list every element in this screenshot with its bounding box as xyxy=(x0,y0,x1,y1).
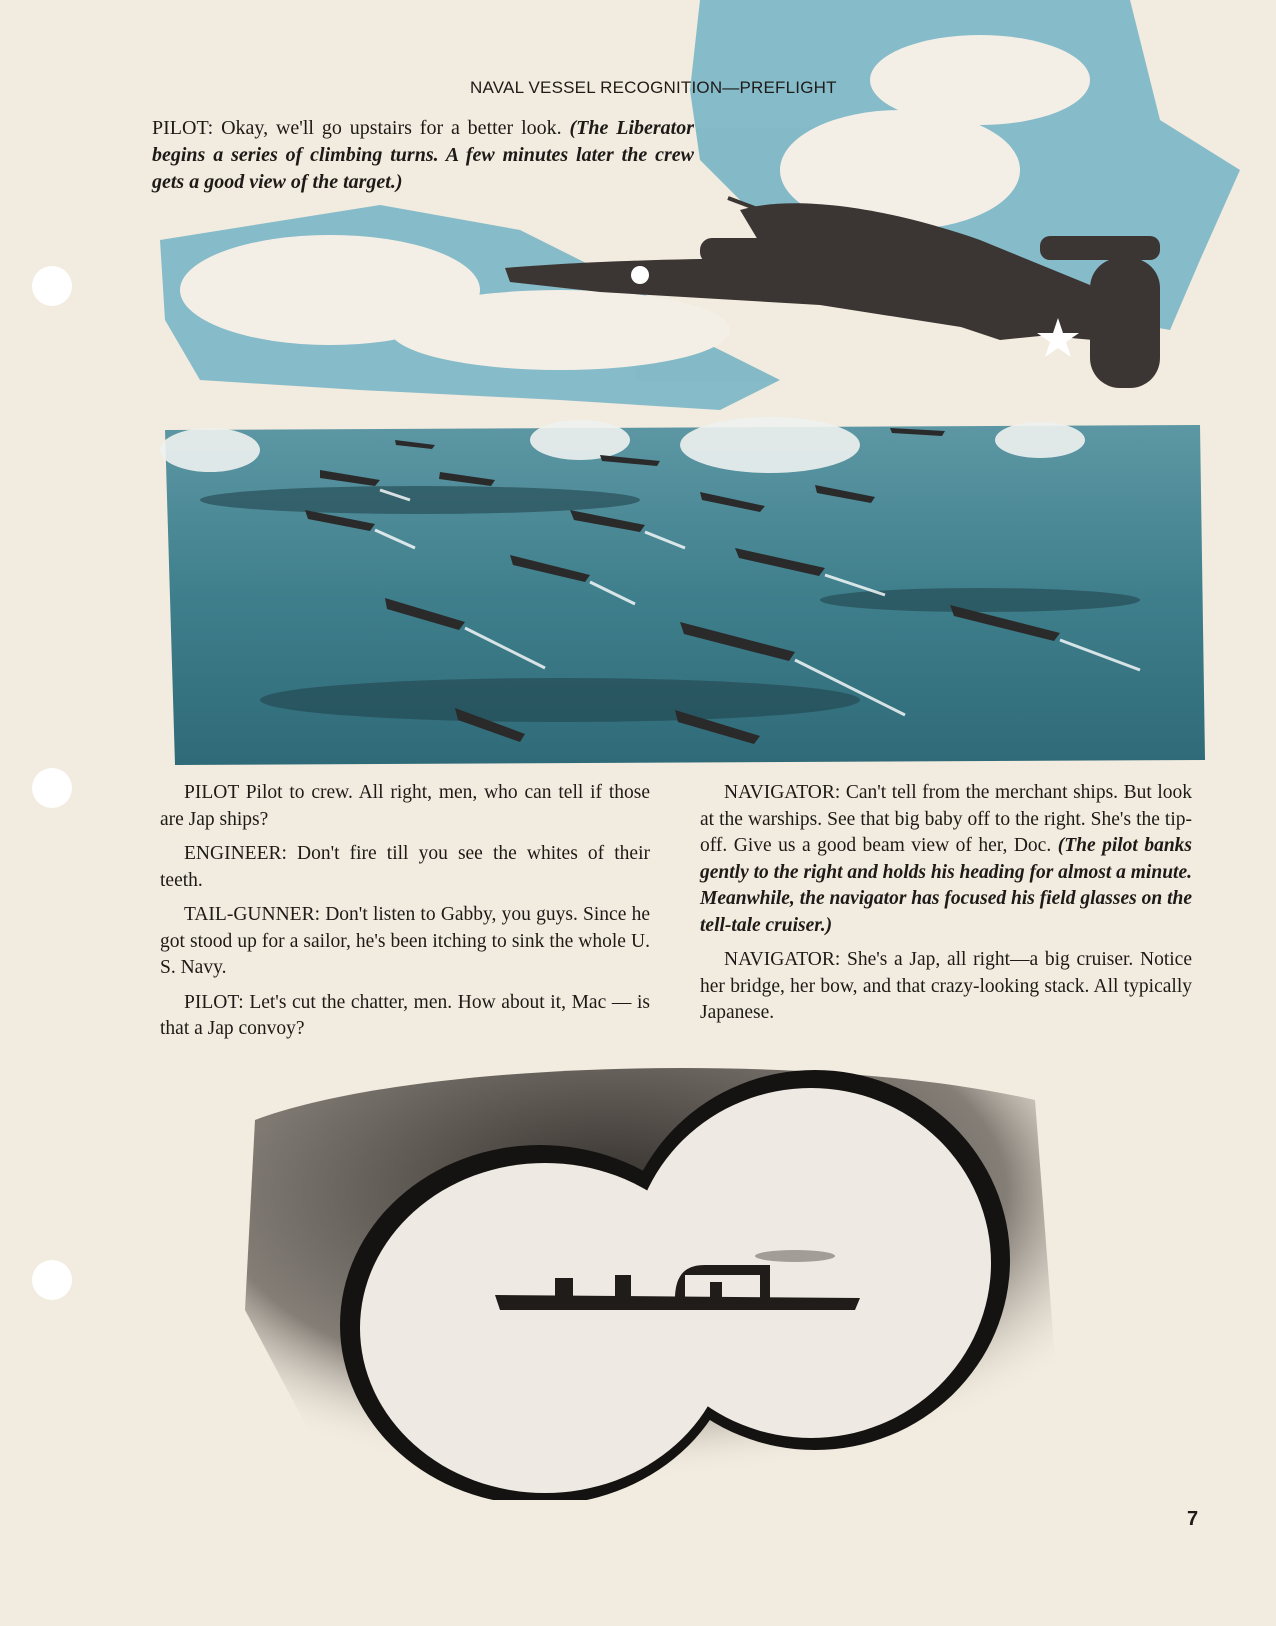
intro-dialogue xyxy=(152,115,694,196)
right-column xyxy=(700,780,1192,1035)
navigator-line: NAVIGATOR: Can't tell from the merchant ships. But look at the warships. See that big baby off to the right. She's the tip-off. Give us a good beam view of her, Doc. xyxy=(700,782,1192,856)
running-header: NAVAL VESSEL RECOGNITION—PREFLIGHT xyxy=(470,78,837,97)
dialogue-paragraph: TAIL-GUNNER: Don't listen to Gabby, you guys. Since he got stood up for a sailor, he's been itching to sink the whole U. S. Navy. xyxy=(160,904,650,978)
stage-direction: (The pilot banks gently to the right and holds his heading for almost a minute. Meanwhile, the navigator has focused his field glasses on the tell-tale cruiser.) xyxy=(700,835,1193,936)
dialogue-paragraph: ENGINEER: Don't fire till you see the whites of their teeth. xyxy=(160,843,650,891)
dialogue-paragraph: PILOT: Let's cut the chatter, men. How about it, Mac — is that a Jap convoy? xyxy=(160,991,650,1039)
left-column xyxy=(160,780,650,1051)
dialogue-paragraph: PILOT Pilot to crew. All right, men, who can tell if those are Jap ships? xyxy=(160,782,650,830)
punch-hole-bottom xyxy=(32,1260,72,1300)
dialogue-paragraph: NAVIGATOR: She's a Jap, all right—a big cruiser. Notice her bridge, her bow, and that crazy-looking stack. All typically Japanese. xyxy=(700,949,1192,1023)
pilot-line: PILOT: Okay, we'll go upstairs for a better look. xyxy=(152,117,562,139)
page-number: 7 xyxy=(1187,1508,1199,1530)
stage-direction: (The Liberator begins a series of climbing turns. A few minutes later the crew gets a good view of the target.) xyxy=(152,117,695,193)
dialogue-paragraph xyxy=(700,780,1192,939)
binocular-view-image xyxy=(215,1060,1075,1500)
